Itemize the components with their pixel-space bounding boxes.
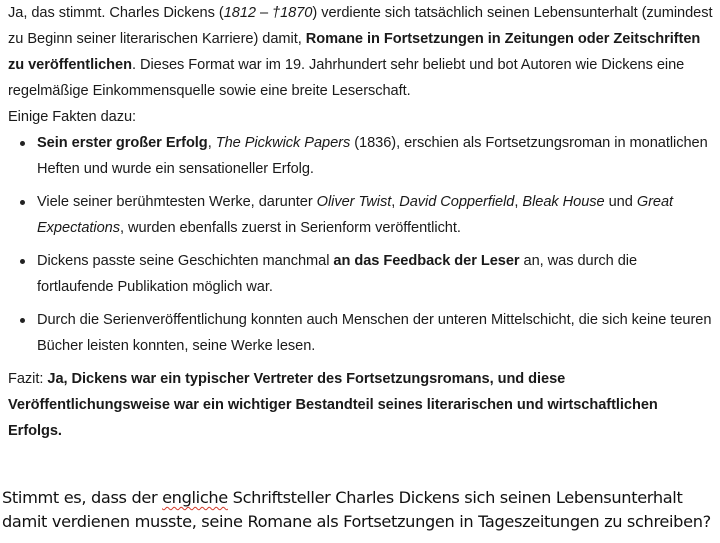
misspelled-word[interactable]: engliche xyxy=(162,488,228,507)
fact-text: , xyxy=(514,194,523,210)
fact-text: Durch die Serienveröffentlichung konnten auch Menschen der unteren Mittelschicht, die sich keine teuren Bücher leisten konnten, seine Werke lesen. xyxy=(37,312,712,354)
question-text: Stimmt es, dass der xyxy=(2,488,163,507)
intro-text: . Dieses Format war im 19. Jahrhundert sehr beliebt und bot Autoren wie Dickens eine regelmäßige Einkommensquelle sowie eine breite Leserschaft. xyxy=(8,57,685,99)
intro-paragraph xyxy=(8,0,714,104)
intro-text: Ja, das stimmt. Charles Dickens ( xyxy=(8,5,224,21)
work-title: Oliver Twist xyxy=(316,194,392,210)
death-year: †1870 xyxy=(272,5,313,21)
fact-item xyxy=(8,189,714,241)
fact-item xyxy=(8,307,714,359)
fact-text: Dickens passte seine Geschichten manchmal xyxy=(37,253,334,269)
fact-text: Viele seiner berühmtesten Werke, darunter xyxy=(37,194,317,210)
facts-heading: Einige Fakten dazu: xyxy=(8,109,137,125)
fact-text: , xyxy=(391,194,400,210)
work-title: Great Expectations xyxy=(37,194,674,236)
work-title: David Copperfield xyxy=(399,194,515,210)
conclusion-label: Fazit: xyxy=(8,371,48,387)
user-question xyxy=(2,486,718,534)
fact-text: (1836), erschien als Fortsetzungsroman in monatlichen Heften und wurde ein sensationeller Erfolg. xyxy=(37,135,708,177)
assistant-answer xyxy=(8,0,714,444)
facts-list xyxy=(8,130,714,359)
conclusion-emphasis: Ja, Dickens war ein typischer Vertreter des Fortsetzungsromans, und diese Veröffentlichungsweise war ein wichtiger Bestandteil seines literarischen und wirtschaftlichen Erfolgs. xyxy=(8,371,658,439)
fact-item xyxy=(8,130,714,182)
intro-emphasis: Romane in Fortsetzungen in Zeitungen oder Zeitschriften zu veröffentlichen xyxy=(8,31,701,73)
question-text: Schriftsteller Charles Dickens sich seinen Lebensunterhalt damit verdienen musste, seine Romane als Fortsetzungen in Tageszeitungen zu schreiben? xyxy=(2,488,711,531)
fact-emphasis: Sein erster großer Erfolg xyxy=(37,135,208,151)
fact-text: an, was durch die fortlaufende Publikation möglich war. xyxy=(37,253,638,295)
work-title: The Pickwick Papers xyxy=(215,135,351,151)
fact-text: , wurden ebenfalls zuerst in Serienform veröffentlicht. xyxy=(119,220,461,236)
fact-text: und xyxy=(604,194,637,210)
fact-text: , xyxy=(207,135,216,151)
fact-item xyxy=(8,248,714,300)
birth-year: 1812 xyxy=(223,5,256,21)
intro-text: ) verdiente sich tatsächlich seinen Lebensunterhalt (zumindest zu Beginn seiner literarischen Karriere) damit, xyxy=(8,5,713,47)
conclusion-paragraph xyxy=(8,366,714,444)
intro-text: – xyxy=(255,5,273,21)
work-title: Bleak House xyxy=(522,194,605,210)
fact-emphasis: an das Feedback der Leser xyxy=(333,253,520,269)
